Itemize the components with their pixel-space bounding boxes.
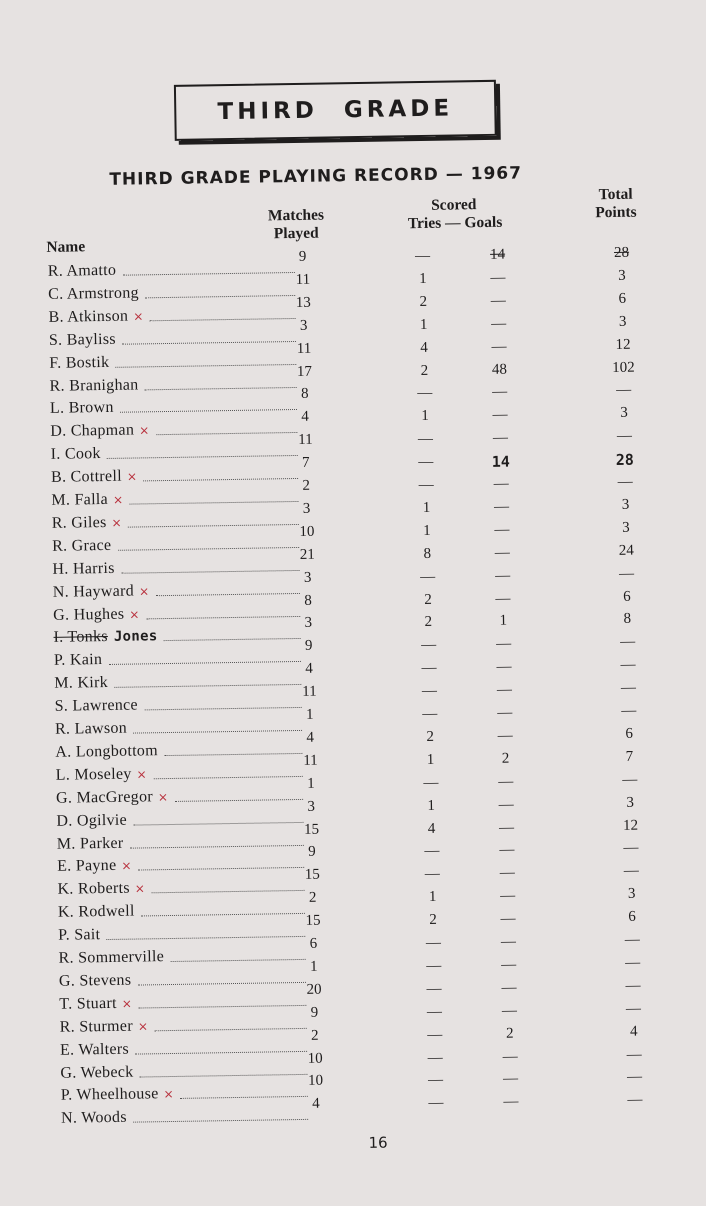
goals-cell: — — [498, 773, 514, 790]
matches-played-cell: 4 — [301, 409, 309, 426]
player-name — [50, 399, 114, 418]
tries-cell: 1 — [427, 797, 436, 814]
leader-dots — [130, 501, 299, 505]
total-points-cell: 3 — [620, 405, 628, 422]
player-name — [52, 560, 115, 579]
matches-played-cell: 10 — [299, 523, 315, 540]
tries-cell: 1 — [419, 316, 428, 333]
matches-played-cell: 2 — [308, 889, 317, 907]
handwritten-cross-mark: × — [163, 1087, 175, 1102]
tries-cell: 2 — [424, 614, 433, 631]
player-name — [48, 284, 139, 303]
goals-cell: — — [498, 819, 515, 836]
player-name — [55, 720, 127, 739]
matches-played-cell: 2 — [302, 477, 311, 494]
player-name-text: L. Moseley — [55, 765, 132, 784]
player-name-text: B. Cottrell — [50, 467, 123, 486]
matches-played-cell: 1 — [307, 775, 315, 792]
player-name — [58, 948, 164, 968]
handwritten-cross-mark: × — [137, 1019, 149, 1034]
tries-cell: 4 — [427, 820, 436, 837]
player-name — [50, 422, 150, 442]
leader-dots — [156, 432, 297, 435]
total-points-cell: — — [625, 977, 641, 994]
player-name — [59, 972, 132, 991]
leader-dots — [141, 913, 305, 917]
matches-played-cell: 15 — [304, 866, 320, 884]
matches-played-cell: 9 — [298, 248, 307, 265]
total-points-cell: 6 — [625, 725, 634, 742]
matches-played-cell: 9 — [310, 1004, 319, 1021]
goals-cell: — — [499, 841, 515, 859]
total-points-cell: — — [620, 633, 636, 651]
tries-cell: — — [418, 453, 434, 471]
goals-cell: — — [500, 887, 516, 905]
tries-cell: — — [421, 659, 437, 677]
tries-cell: — — [428, 1095, 444, 1112]
player-name — [57, 857, 132, 876]
matches-played-cell: 7 — [301, 454, 310, 471]
total-points-cell: — — [617, 473, 633, 490]
tries-cell: 1 — [422, 499, 431, 516]
handwritten-cross-mark: × — [134, 881, 146, 896]
player-name-text: M. Falla — [51, 490, 109, 509]
matches-played-cell: 3 — [302, 500, 311, 517]
goals-cell: 48 — [491, 361, 508, 378]
player-name-text: N. Woods — [60, 1109, 127, 1128]
leader-dots — [146, 615, 300, 618]
player-name — [53, 628, 157, 648]
leader-dots — [118, 547, 299, 551]
total-points-cell: 3 — [621, 496, 630, 513]
goals-cell: 2 — [505, 1025, 514, 1042]
player-name — [57, 834, 124, 853]
player-name-text: E. Payne — [57, 857, 117, 876]
leader-dots — [109, 661, 301, 665]
goals-cell: — — [493, 498, 510, 515]
handwritten-cross-mark: × — [126, 469, 138, 484]
total-points-cell: 3 — [622, 519, 630, 536]
leader-dots — [145, 295, 295, 298]
tries-cell: 1 — [419, 270, 427, 287]
matches-played-cell: 9 — [304, 638, 313, 655]
tries-cell: — — [422, 705, 438, 723]
leader-dots — [153, 776, 302, 779]
matches-played-cell: 3 — [304, 615, 313, 632]
handwritten-cross-mark: × — [112, 492, 124, 507]
matches-played-cell: 4 — [306, 729, 315, 746]
matches-played-cell: 8 — [304, 592, 312, 609]
player-name — [58, 903, 135, 922]
total-points-cell: — — [616, 382, 632, 399]
header-scored: Scored — [430, 196, 477, 214]
player-name-text: D. Ogilvie — [56, 811, 128, 830]
leader-dots — [122, 341, 296, 345]
player-name — [59, 994, 132, 1013]
total-points-cell: 3 — [626, 794, 635, 811]
tries-cell: 8 — [423, 545, 432, 562]
leader-dots — [150, 318, 296, 321]
player-name-text: L. Brown — [49, 399, 114, 418]
total-points-cell: — — [623, 840, 639, 857]
goals-cell: 1 — [499, 613, 508, 630]
goals-cell: — — [502, 1048, 518, 1065]
section-heading-box — [174, 80, 497, 141]
goals-cell: 14 — [491, 452, 511, 472]
handwritten-cross-mark: × — [121, 996, 133, 1011]
total-points-cell: 3 — [627, 885, 636, 903]
header-total-points: Total Points — [595, 185, 637, 222]
leader-dots — [144, 478, 298, 481]
player-name-text: A. Longbottom — [55, 742, 159, 761]
handwritten-correction: Jones — [113, 628, 158, 646]
goals-cell: — — [502, 1070, 519, 1088]
goals-cell: — — [493, 475, 509, 492]
goals-cell: — — [497, 704, 513, 721]
tries-cell: — — [420, 568, 436, 585]
player-name — [58, 926, 100, 945]
player-name — [53, 605, 140, 624]
tries-cell: — — [427, 1026, 443, 1043]
player-name-text: G. Stevens — [58, 971, 132, 990]
player-name-text: P. Kain — [53, 651, 103, 670]
leader-dots — [138, 867, 304, 871]
leader-dots — [138, 982, 306, 986]
goals-cell: — — [494, 521, 510, 538]
player-name-text: M. Parker — [56, 834, 124, 853]
goals-cell: — — [501, 956, 517, 973]
total-points-cell: — — [622, 771, 638, 788]
leader-dots — [133, 822, 303, 826]
total-points-cell: 28 — [613, 244, 630, 261]
total-points-cell: 24 — [618, 542, 634, 559]
player-name — [53, 582, 150, 602]
total-points-cell: 28 — [615, 450, 635, 470]
leader-dots — [140, 1073, 308, 1077]
goals-cell: — — [490, 269, 506, 286]
player-name — [48, 307, 143, 326]
matches-played-cell: 13 — [295, 294, 311, 311]
matches-played-cell: 11 — [302, 683, 317, 701]
goals-cell: — — [491, 338, 507, 355]
leader-dots — [164, 638, 301, 641]
leader-dots — [144, 707, 301, 710]
player-name — [49, 330, 116, 349]
matches-played-cell: 10 — [307, 1073, 324, 1090]
player-name — [51, 468, 137, 487]
leader-dots — [175, 799, 303, 802]
player-name-text: G. MacGregor — [55, 787, 154, 807]
player-name-text: C. Armstrong — [48, 284, 140, 303]
matches-played-cell: 8 — [300, 386, 309, 403]
matches-played-cell: 4 — [312, 1095, 320, 1113]
total-points-cell: 3 — [618, 313, 627, 330]
tries-cell: 2 — [420, 362, 429, 379]
section-heading: THIRD GRADE — [217, 95, 454, 126]
matches-played-cell: 3 — [303, 569, 312, 586]
player-name — [61, 1085, 174, 1105]
player-name-text: G. Webeck — [60, 1063, 134, 1082]
total-points-cell: 3 — [618, 267, 626, 284]
player-name-text: I. Tonks — [53, 628, 109, 647]
player-name-text: R. Sturmer — [59, 1017, 134, 1036]
leader-dots — [135, 1050, 307, 1054]
tries-cell: — — [418, 476, 434, 494]
leader-dots — [164, 753, 302, 756]
leader-dots — [152, 890, 305, 893]
player-name — [56, 765, 148, 784]
goals-cell: — — [501, 1002, 518, 1019]
tries-cell: 1 — [428, 889, 437, 906]
tries-cell: 1 — [421, 408, 429, 425]
matches-played-cell: 6 — [309, 935, 318, 952]
handwritten-cross-mark: × — [121, 859, 132, 874]
matches-played-cell: 17 — [296, 363, 313, 380]
player-name-text: N. Hayward — [52, 582, 135, 601]
player-name-text: E. Walters — [59, 1040, 130, 1059]
total-points-cell: — — [626, 1046, 642, 1063]
leader-dots — [107, 936, 306, 940]
total-points-cell: — — [620, 656, 636, 674]
player-name — [60, 1017, 149, 1036]
player-name-text: S. Lawrence — [54, 696, 139, 715]
goals-cell: — — [494, 544, 510, 561]
tries-cell: 2 — [426, 728, 435, 745]
matches-played-cell: 4 — [305, 660, 313, 678]
player-name — [54, 674, 108, 693]
player-name — [56, 788, 169, 808]
player-name-text: K. Roberts — [57, 879, 130, 899]
record-title: THIRD GRADE PLAYING RECORD — 1967 — [109, 163, 523, 190]
leader-dots — [130, 844, 304, 848]
tries-cell: 1 — [423, 522, 431, 539]
total-points-cell: 6 — [623, 588, 631, 605]
total-points-cell: — — [618, 565, 635, 582]
total-points-cell: 12 — [615, 336, 631, 353]
leader-dots — [145, 386, 297, 389]
tries-cell: — — [426, 957, 442, 974]
handwritten-cross-mark: × — [133, 309, 144, 324]
leader-dots — [133, 1119, 308, 1123]
tries-cell: — — [424, 866, 440, 883]
goals-cell: — — [499, 864, 515, 882]
player-name-text: I. Cook — [50, 445, 101, 464]
player-name-text: R. Amatto — [47, 261, 117, 280]
goals-cell: — — [496, 658, 512, 676]
goals-cell: — — [495, 567, 511, 584]
header-name: Name — [46, 238, 86, 256]
goals-cell: — — [495, 590, 511, 607]
player-name-text: B. Atkinson — [48, 307, 129, 326]
matches-played-cell: 2 — [310, 1027, 319, 1044]
goals-cell: — — [492, 406, 508, 424]
player-name — [54, 651, 103, 670]
player-name — [60, 1063, 133, 1082]
page-number: 16 — [368, 1133, 388, 1152]
total-points-cell: — — [625, 1000, 642, 1017]
leader-dots — [139, 1005, 307, 1009]
player-name — [49, 376, 138, 395]
total-points-cell: — — [626, 1069, 643, 1086]
leader-dots — [170, 959, 305, 962]
goals-cell: — — [500, 910, 516, 927]
goals-cell: — — [497, 727, 513, 744]
matches-played-cell: 11 — [296, 340, 312, 357]
tries-cell: — — [427, 1072, 444, 1089]
matches-played-cell: 1 — [309, 958, 318, 975]
tries-cell: — — [427, 1049, 443, 1066]
player-name — [56, 811, 127, 830]
goals-cell: — — [492, 384, 508, 401]
goals-cell: — — [492, 429, 509, 447]
goals-cell: — — [491, 315, 507, 332]
goals-cell: — — [503, 1093, 519, 1111]
player-name-text: F. Bostik — [49, 353, 110, 372]
player-name-text: P. Sait — [58, 926, 101, 944]
matches-played-cell: 3 — [299, 317, 308, 334]
total-points-cell: — — [621, 702, 637, 719]
leader-dots — [121, 570, 299, 574]
total-points-cell: — — [624, 931, 640, 948]
goals-cell: — — [496, 681, 513, 698]
matches-played-cell: 3 — [307, 798, 316, 815]
leader-dots — [114, 684, 301, 688]
tries-cell: — — [417, 431, 434, 448]
matches-played-cell: 10 — [307, 1050, 323, 1067]
player-name — [51, 491, 123, 510]
matches-played-cell: 9 — [308, 844, 316, 861]
handwritten-cross-mark: × — [139, 423, 150, 438]
total-points-cell: — — [616, 427, 633, 445]
goals-cell: — — [498, 796, 514, 813]
total-points-cell: — — [625, 954, 641, 971]
player-name — [49, 354, 109, 373]
player-name-text: P. Wheelhouse — [60, 1085, 159, 1105]
total-points-cell: — — [623, 862, 639, 880]
leader-dots — [123, 272, 295, 276]
handwritten-cross-mark: × — [157, 789, 169, 804]
player-name-text: G. Hughes — [53, 605, 125, 624]
goals-cell: — — [496, 635, 512, 653]
header-matches-played: Matches Played — [267, 206, 325, 243]
leader-dots — [107, 455, 298, 459]
player-name-text: R. Grace — [51, 536, 112, 555]
tries-cell: 4 — [420, 339, 428, 356]
matches-played-cell: 11 — [298, 431, 313, 449]
player-name-text: H. Harris — [52, 559, 115, 578]
player-name — [52, 514, 122, 533]
total-points-cell: 12 — [622, 817, 639, 834]
leader-dots — [133, 730, 302, 734]
total-points-cell: 102 — [612, 359, 635, 376]
player-name-text: R. Lawson — [54, 719, 128, 738]
matches-played-cell: 20 — [306, 981, 322, 998]
player-name-text: R. Branighan — [49, 375, 139, 395]
total-points-cell: 6 — [628, 908, 636, 925]
player-name-text: K. Rodwell — [57, 902, 135, 921]
total-points-cell: 4 — [629, 1023, 638, 1040]
tries-cell: — — [424, 843, 440, 860]
player-name-text: T. Stuart — [59, 994, 117, 1013]
goals-cell: — — [490, 292, 506, 309]
matches-played-cell: 15 — [303, 821, 320, 838]
tries-cell: — — [421, 682, 438, 700]
matches-played-cell: 15 — [305, 912, 321, 929]
player-name-text: M. Kirk — [54, 674, 109, 692]
tries-cell: 2 — [419, 293, 428, 310]
leader-dots — [156, 593, 300, 596]
player-name — [57, 880, 145, 899]
tries-cell: — — [426, 980, 442, 997]
matches-played-cell: 21 — [299, 546, 315, 563]
player-name — [48, 262, 117, 281]
player-name-text: D. Chapman — [50, 421, 135, 441]
total-points-cell: 6 — [618, 290, 627, 307]
matches-played-cell: 11 — [303, 752, 318, 769]
leader-dots — [128, 524, 298, 528]
goals-cell: 14 — [489, 246, 506, 263]
tries-cell: — — [421, 637, 437, 654]
total-points-cell: — — [627, 1091, 643, 1109]
handwritten-cross-mark: × — [138, 583, 150, 599]
goals-cell: — — [501, 979, 517, 996]
handwritten-cross-mark: × — [136, 767, 148, 782]
tries-cell: 2 — [429, 911, 437, 929]
tries-cell: — — [426, 1003, 443, 1020]
matches-played-cell: 1 — [305, 706, 314, 723]
leader-dots — [180, 1096, 308, 1099]
player-name-text: R. Giles — [51, 513, 107, 532]
player-name — [52, 537, 112, 556]
player-name — [55, 742, 158, 762]
leader-dots — [116, 364, 297, 368]
handwritten-cross-mark: × — [129, 606, 140, 622]
player-name — [60, 1040, 129, 1059]
player-name-text: R. Sommerville — [58, 948, 165, 967]
tries-cell: — — [414, 247, 431, 265]
total-points-cell: 7 — [625, 748, 634, 765]
matches-played-cell: 11 — [295, 271, 311, 288]
goals-cell: — — [500, 933, 517, 950]
tries-cell: 2 — [424, 591, 432, 608]
total-points-cell: — — [620, 679, 637, 697]
tries-cell: — — [417, 385, 433, 402]
tries-cell: — — [423, 774, 439, 791]
player-name — [55, 697, 139, 716]
player-name — [61, 1109, 127, 1128]
player-name — [51, 445, 101, 464]
leader-dots — [120, 409, 297, 413]
header-tries-goals: Tries — Goals — [407, 213, 503, 233]
total-points-cell: 8 — [623, 611, 632, 628]
goals-cell: 2 — [501, 750, 510, 767]
tries-cell: — — [425, 934, 442, 952]
handwritten-cross-mark: × — [111, 515, 123, 530]
leader-dots — [155, 1028, 307, 1031]
player-name-text: S. Bayliss — [48, 330, 117, 349]
tries-cell: 1 — [426, 751, 435, 768]
